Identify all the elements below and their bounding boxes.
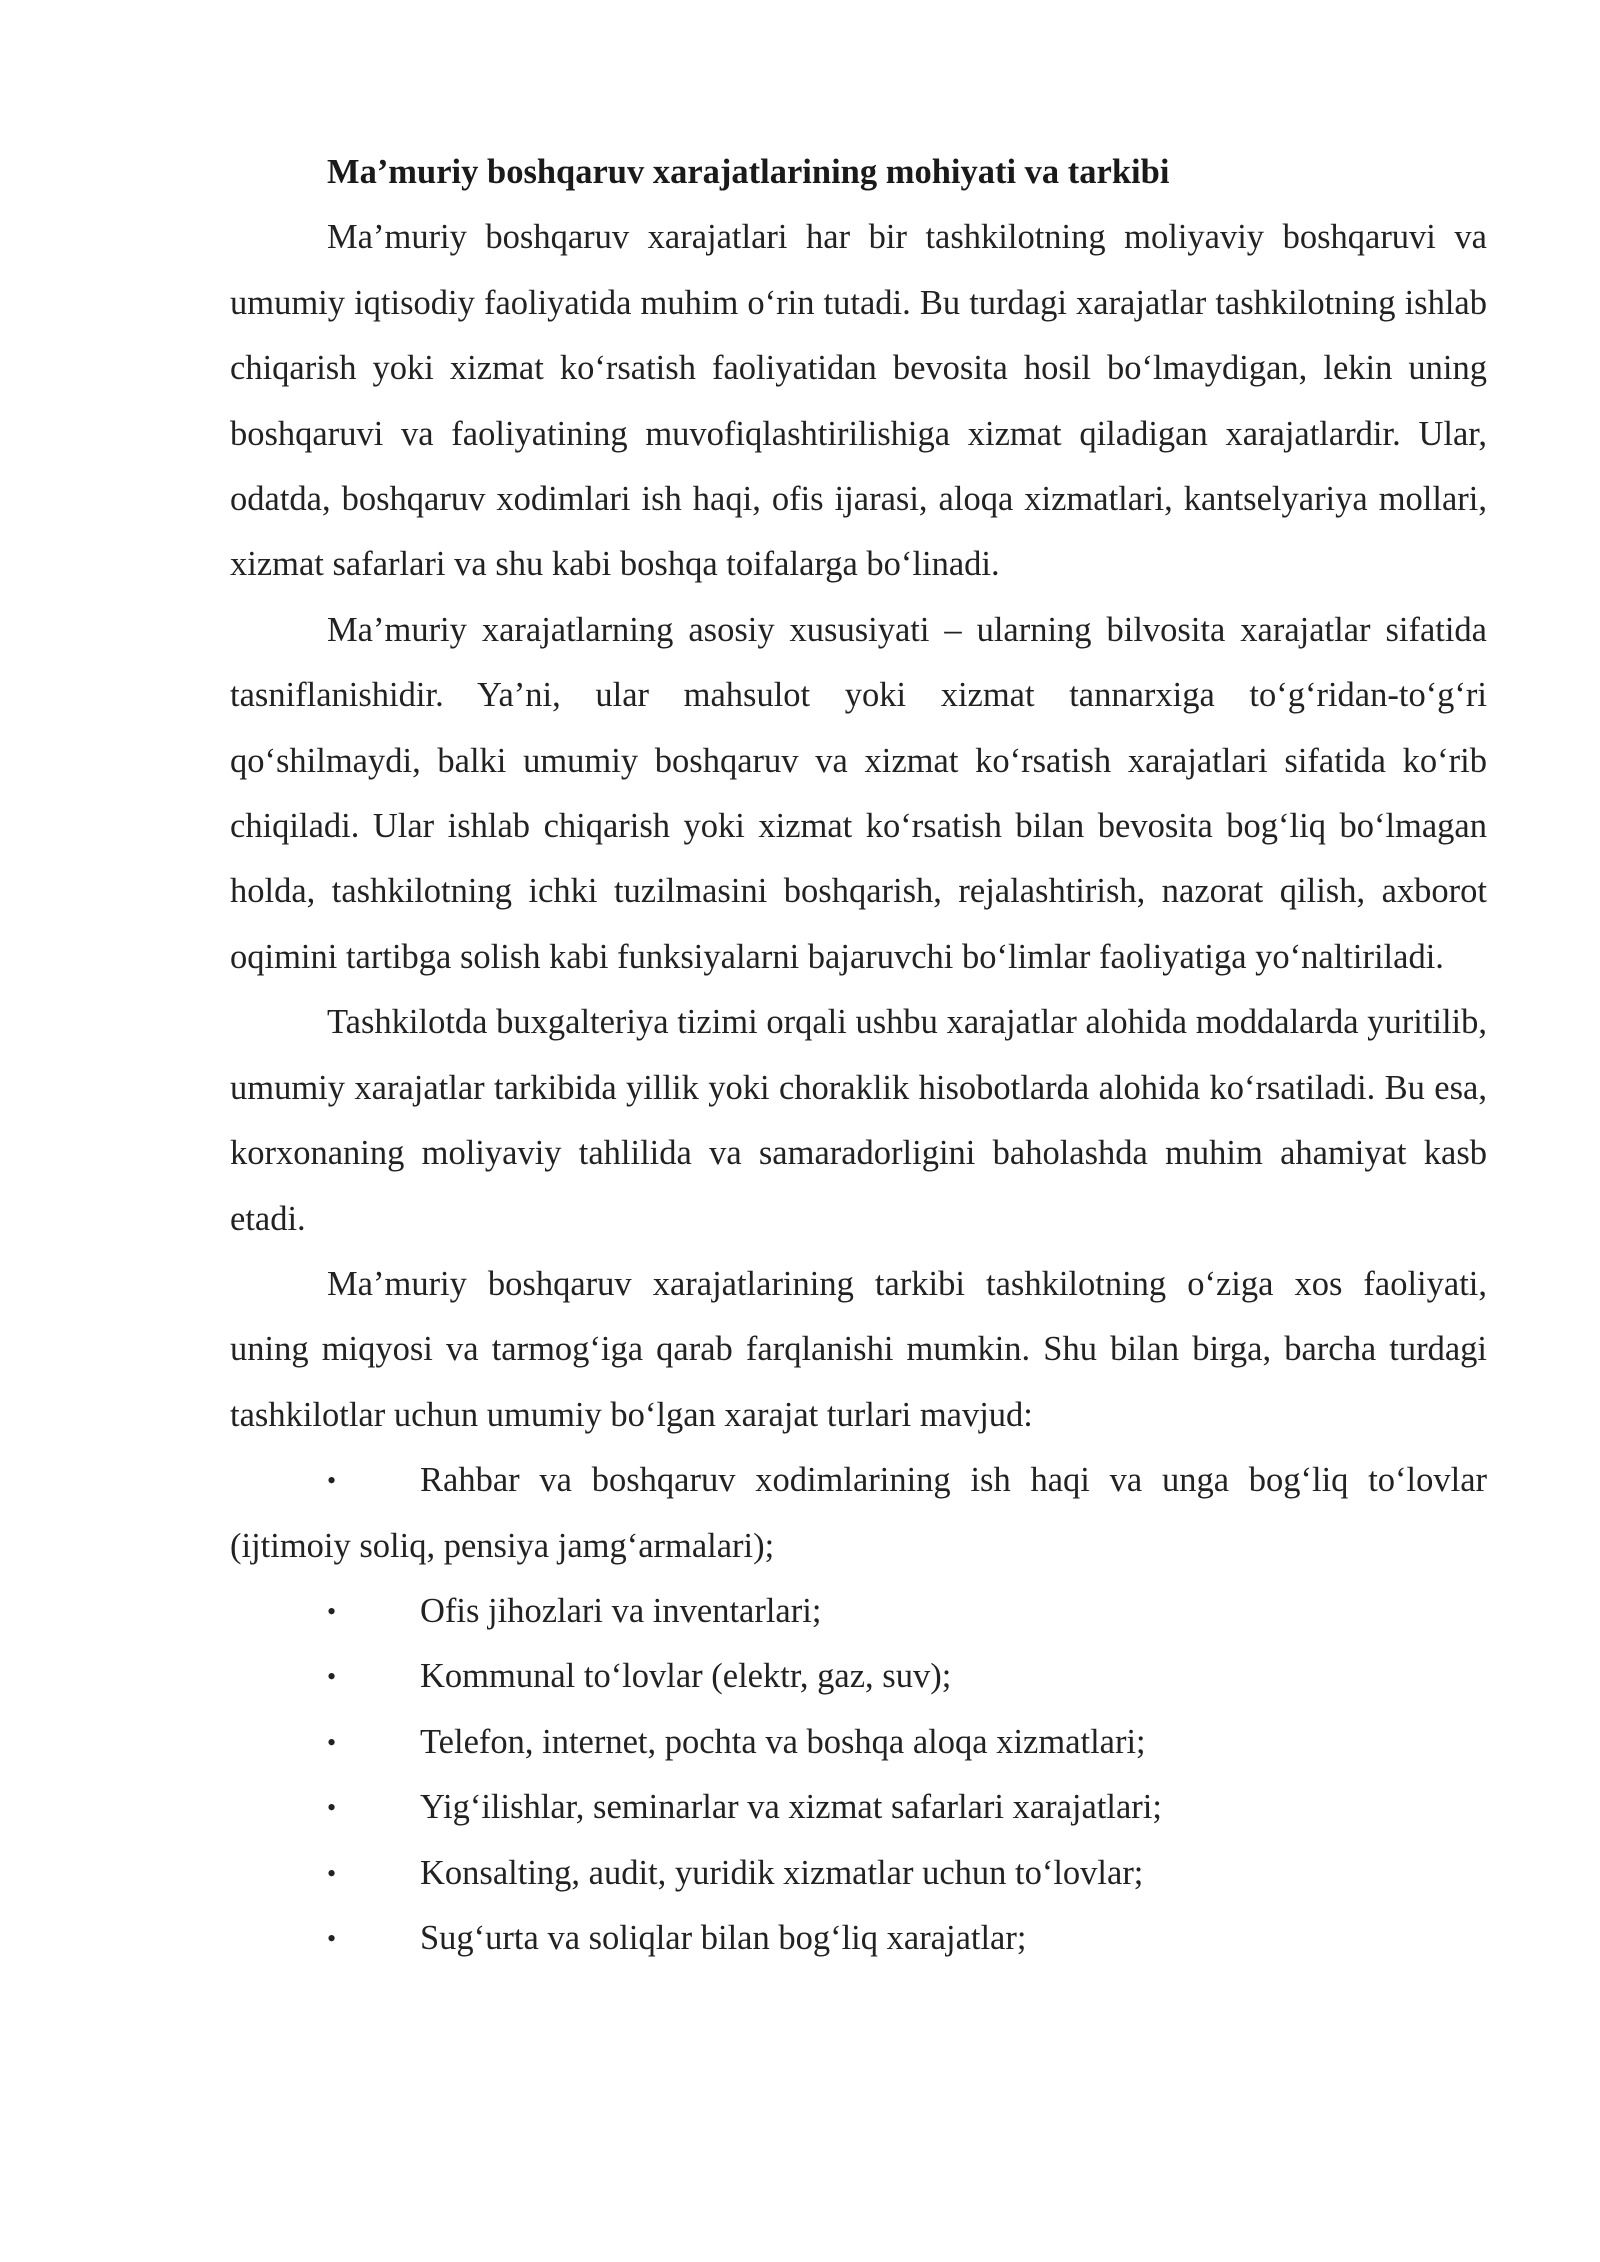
list-item — [230, 1644, 1487, 1709]
list-item-text: Yig‘ilishlar, seminarlar va xizmat safarlari xarajatlari; — [420, 1788, 1162, 1827]
paragraph: Ma’muriy boshqaruv xarajatlari har bir tashkilotning moliyaviy boshqaruvi va umumiy iqtisodiy faoliyatida muhim o‘rin tutadi. Bu turdagi xarajatlar tashkilotning ishlab chiqarish yoki xizmat ko‘rsatish faoliyatidan bevosita hosil bo‘lmaydigan, lekin uning boshqaruvi va faoliyatining muvofiqlashtirilishiga xizmat qiladigan xarajatlardir. Ular, odatda, boshqaruv xodimlari ish haqi, ofis ijarasi, aloqa xizmatlari, kantselyariya mollari, xizmat safarlari va shu kabi boshqa toifalarga bo‘linadi. — [230, 218, 1487, 584]
bullet-icon: • — [327, 1858, 337, 1888]
list-item — [230, 1906, 1487, 1971]
section-heading: Ma’muriy boshqaruv xarajatlarining mohiyati va tarkibi — [327, 153, 1170, 191]
bullet-icon: • — [327, 1466, 337, 1496]
list-item-text: Kommunal to‘lovlar (elektr, gaz, suv); — [420, 1657, 952, 1696]
list-item — [230, 1841, 1487, 1906]
paragraph: Ma’muriy xarajatlarning asosiy xususiyati – ularning bilvosita xarajatlar sifatida tasniflanishidir. Ya’ni, ular mahsulot yoki xizmat tannarxiga to‘g‘ridan-to‘g‘ri qo‘shilmaydi, balki umumiy boshqaruv va xizmat ko‘rsatish xarajatlari sifatida ko‘rib chiqiladi. Ular ishlab chiqarish yoki xizmat ko‘rsatish bilan bevosita bog‘liq bo‘lmagan holda, tashkilotning ichki tuzilmasini boshqarish, rejalashtirish, nazorat qilish, axborot oqimini tartibga solish kabi funksiyalarni bajaruvchi bo‘limlar faoliyatiga yo‘naltiriladi. — [230, 610, 1487, 976]
list-item-text: Rahbar va boshqaruv xodimlarining ish haqi va unga bog‘liq to‘lovlar (ijtimoiy soliq, pensiya jamg‘armalari); — [230, 1461, 1487, 1565]
bullet-icon: • — [327, 1793, 337, 1823]
list-item — [230, 1579, 1487, 1644]
document-body — [230, 140, 1487, 1971]
list-item-text: Telefon, internet, pochta va boshqa aloqa xizmatlari; — [420, 1722, 1146, 1761]
list-item — [230, 1775, 1487, 1840]
expense-types-list — [230, 1448, 1487, 1971]
list-item-text: Sug‘urta va soliqlar bilan bog‘liq xarajatlar; — [420, 1918, 1027, 1957]
list-item-text: Ofis jihozlari va inventarlari; — [420, 1591, 822, 1630]
bullet-icon: • — [327, 1923, 337, 1953]
bullet-icon: • — [327, 1662, 337, 1692]
bullet-icon: • — [327, 1596, 337, 1626]
list-item-text: Konsalting, audit, yuridik xizmatlar uchun to‘lovlar; — [420, 1853, 1144, 1892]
list-item — [230, 1710, 1487, 1775]
paragraph: Ma’muriy boshqaruv xarajatlarining tarkibi tashkilotning o‘ziga xos faoliyati, uning miqyosi va tarmog‘iga qarab farqlanishi mumkin. Shu bilan birga, barcha turdagi tashkilotlar uchun umumiy bo‘lgan xarajat turlari mavjud: — [230, 1264, 1487, 1434]
list-item — [230, 1448, 1487, 1579]
bullet-icon: • — [327, 1727, 337, 1757]
paragraph: Tashkilotda buxgalteriya tizimi orqali ushbu xarajatlar alohida moddalarda yuritilib, umumiy xarajatlar tarkibida yillik yoki choraklik hisobotlarda alohida ko‘rsatiladi. Bu esa, korxonaning moliyaviy tahlilida va samaradorligini baholashda muhim ahamiyat kasb etadi. — [230, 1003, 1487, 1238]
